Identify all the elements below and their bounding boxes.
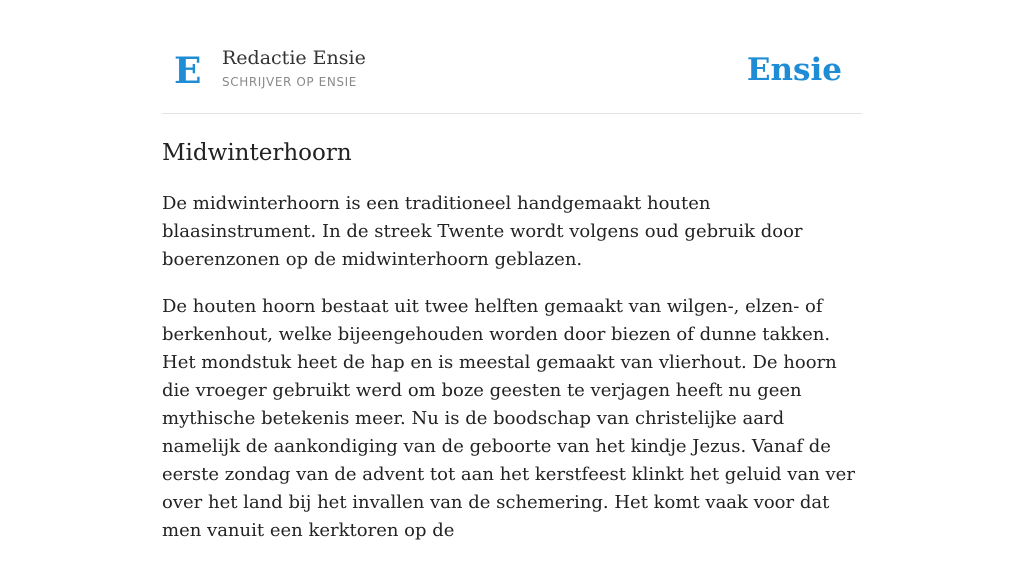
author-name[interactable]: Redactie Ensie (222, 47, 366, 69)
author-role: SCHRIJVER OP ENSIE (222, 75, 357, 89)
article-paragraph-2: De houten hoorn bestaat uit twee helften gemaakt van wilgen-, elzen- of berkenhout, welke bijeengehouden worden door biezen of dunne takken. Het mondstuk heet de hap en is meestal gemaakt van vlierhout. De hoorn die vroeger gebruikt werd om boze geesten te verjagen heeft nu geen mythische betekenis meer. Nu is de boodschap van christelijke aard namelijk de aankondiging van de geboorte van het kindje Jezus. Vanaf de eerste zondag van de advent tot aan het kerstfeest klinkt het geluid van ver over het land bij het invallen van de schemering. Het komt vaak voor dat men vanuit een kerktoren op de (162, 296, 855, 541)
page-container (162, 0, 862, 541)
author-logo-icon[interactable]: E (174, 50, 202, 92)
article-body (162, 190, 862, 564)
article-paragraph-1: De midwinterhoorn is een traditioneel handgemaakt houten blaasinstrument. In de streek Twente wordt volgens oud gebruik door boerenzonen op de midwinterhoorn geblazen. (162, 193, 803, 270)
brand-logo[interactable]: Ensie (746, 52, 842, 88)
article-header (162, 0, 862, 114)
article-title: Midwinterhoorn (162, 140, 352, 166)
